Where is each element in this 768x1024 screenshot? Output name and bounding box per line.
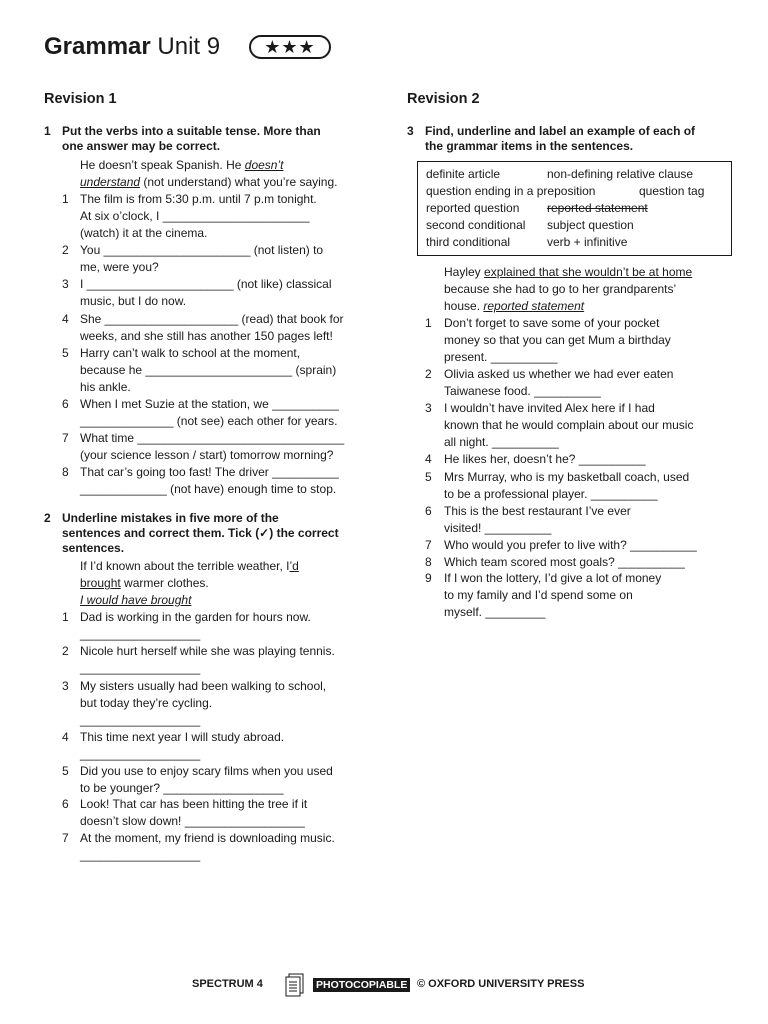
- question-text: (your science lesson / start) tomorrow morning?: [80, 448, 334, 462]
- grammar-item: verb + infinitive: [547, 235, 628, 249]
- answer-blank[interactable]: visited! __________: [444, 521, 552, 535]
- grammar-item: reported question: [426, 201, 520, 215]
- grammar-items-box: [417, 161, 732, 256]
- exercise-1-instruction: Put the verbs into a suitable tense. More than: [62, 124, 321, 138]
- exercise-2-number: 2: [44, 511, 51, 525]
- answer-blank[interactable]: myself. _________: [444, 605, 546, 619]
- exercise-3-instruction: the grammar items in the sentences.: [425, 139, 634, 153]
- grammar-item: subject question: [547, 218, 634, 232]
- answer-blank[interactable]: That car’s going too fast! The driver __________: [80, 465, 339, 479]
- grammar-item: second conditional: [426, 218, 526, 232]
- item-number: 1: [62, 192, 69, 206]
- question-text: known that he would complain about our music: [444, 418, 694, 432]
- question-text: At the moment, my friend is downloading music.: [80, 831, 335, 845]
- question-text: If I won the lottery, I’d give a lot of money: [444, 571, 662, 585]
- answer-blank[interactable]: You ______________________ (not listen) to: [80, 243, 324, 257]
- item-number: 3: [425, 401, 432, 415]
- question-text: Nicole hurt herself while she was playing tennis.: [80, 644, 335, 658]
- answer-blank[interactable]: __________________: [80, 747, 201, 761]
- item-number: 5: [425, 470, 432, 484]
- answer-blank[interactable]: ______________ (not see) each other for years.: [80, 414, 338, 428]
- exercise-2-instruction: sentences.: [62, 541, 125, 555]
- item-number: 3: [62, 277, 69, 291]
- answer-blank[interactable]: to be a professional player. __________: [444, 487, 658, 501]
- answer-blank[interactable]: I ______________________ (not like) classical: [80, 277, 332, 291]
- item-number: 9: [425, 571, 432, 585]
- grammar-item: question tag: [639, 184, 705, 198]
- photocopy-icon: [284, 973, 306, 997]
- answer-blank[interactable]: _____________ (not have) enough time to stop.: [80, 482, 337, 496]
- exercise-2-instruction: sentences and correct them. Tick (✓) the correct: [62, 526, 339, 540]
- answer-blank[interactable]: Who would you prefer to live with? __________: [444, 538, 697, 552]
- question-text: Olivia asked us whether we had ever eaten: [444, 367, 674, 381]
- photocopiable-badge: PHOTOCOPIABLE: [313, 978, 410, 992]
- question-text: (watch) it at the cinema.: [80, 226, 208, 240]
- item-number: 4: [62, 312, 69, 326]
- question-text: me, were you?: [80, 260, 159, 274]
- grammar-item-used: reported statement: [547, 201, 648, 215]
- answer-blank[interactable]: Taiwanese food. __________: [444, 384, 601, 398]
- exercise-3-example: Hayley explained that she wouldn’t be at home: [444, 265, 693, 279]
- question-text: Mrs Murray, who is my basketball coach, used: [444, 470, 690, 484]
- revision-1-header: Revision 1: [44, 91, 117, 107]
- item-number: 8: [62, 465, 69, 479]
- answer-blank[interactable]: present. __________: [444, 350, 558, 364]
- item-number: 2: [425, 367, 432, 381]
- exercise-3-example: because she had to go to her grandparents’: [444, 282, 677, 296]
- answer-blank[interactable]: __________________: [80, 661, 201, 675]
- question-text: music, but I do now.: [80, 294, 187, 308]
- question-text: but today they’re cycling.: [80, 696, 213, 710]
- item-number: 2: [62, 644, 69, 658]
- question-text: Dad is working in the garden for hours now.: [80, 610, 311, 624]
- grammar-item: non-defining relative clause: [547, 167, 694, 181]
- item-number: 4: [62, 730, 69, 744]
- item-number: 5: [62, 346, 69, 360]
- answer-blank[interactable]: all night. __________: [444, 435, 559, 449]
- question-text: The film is from 5:30 p.m. until 7 p.m tonight.: [80, 192, 317, 206]
- answer-blank[interactable]: because he ______________________ (sprain): [80, 363, 337, 377]
- item-number: 6: [62, 397, 69, 411]
- item-number: 1: [425, 316, 432, 330]
- answer-blank[interactable]: He likes her, doesn’t he? __________: [444, 452, 646, 466]
- exercise-1-example: He doesn’t speak Spanish. He doesn’t: [80, 158, 284, 172]
- question-text: Don’t forget to save some of your pocket: [444, 316, 660, 330]
- exercise-3-example: house. reported statement: [444, 299, 585, 313]
- item-number: 7: [425, 538, 432, 552]
- item-number: 5: [62, 764, 69, 778]
- question-text: Harry can’t walk to school at the moment,: [80, 346, 301, 360]
- item-number: 2: [62, 243, 69, 257]
- title-bold: Grammar: [44, 33, 151, 60]
- grammar-item: definite article: [426, 167, 501, 181]
- footer-publisher: © OXFORD UNIVERSITY PRESS: [417, 978, 585, 990]
- exercise-2-example: brought warmer clothes.: [80, 576, 209, 590]
- exercise-3-number: 3: [407, 124, 414, 138]
- grammar-item: question ending in a preposition: [426, 184, 596, 198]
- question-text: to my family and I’d spend some on: [444, 588, 633, 602]
- page-title: [44, 33, 220, 61]
- question-text: I wouldn’t have invited Alex here if I had: [444, 401, 655, 415]
- answer-blank[interactable]: __________________: [80, 713, 201, 727]
- item-number: 4: [425, 452, 432, 466]
- exercise-2-example: If I’d known about the terrible weather, I’d: [80, 559, 299, 573]
- item-number: 7: [62, 831, 69, 845]
- answer-blank[interactable]: __________________: [80, 627, 201, 641]
- grammar-item: third conditional: [426, 235, 511, 249]
- question-text: This time next year I will study abroad.: [80, 730, 285, 744]
- answer-blank[interactable]: Which team scored most goals? __________: [444, 555, 685, 569]
- question-text: money so that you can get Mum a birthday: [444, 333, 671, 347]
- answer-blank[interactable]: doesn’t slow down! __________________: [80, 814, 305, 828]
- footer-spectrum: SPECTRUM 4: [192, 978, 263, 990]
- revision-2-header: Revision 2: [407, 91, 480, 107]
- exercise-2-instruction: Underline mistakes in five more of the: [62, 511, 279, 525]
- item-number: 3: [62, 679, 69, 693]
- exercise-1-example: understand (not understand) what you’re saying.: [80, 175, 338, 189]
- item-number: 6: [62, 797, 69, 811]
- exercise-1-instruction: one answer may be correct.: [62, 139, 221, 153]
- item-number: 7: [62, 431, 69, 445]
- question-text: weeks, and she still has another 150 pages left!: [80, 329, 333, 343]
- item-number: 8: [425, 555, 432, 569]
- question-text: Look! That car has been hitting the tree if it: [80, 797, 308, 811]
- difficulty-stars: ★★★: [249, 35, 331, 59]
- title-unit: Unit 9: [150, 33, 221, 60]
- answer-blank[interactable]: At six o’clock, I ______________________: [80, 209, 310, 223]
- answer-blank[interactable]: to be younger? __________________: [80, 781, 284, 795]
- question-text: Did you use to enjoy scary films when you used: [80, 764, 333, 778]
- question-text: This is the best restaurant I’ve ever: [444, 504, 631, 518]
- exercise-1-number: 1: [44, 124, 51, 138]
- answer-blank[interactable]: When I met Suzie at the station, we __________: [80, 397, 339, 411]
- answer-blank[interactable]: She ____________________ (read) that book for: [80, 312, 344, 326]
- answer-blank[interactable]: __________________: [80, 848, 201, 862]
- answer-blank[interactable]: What time _______________________________: [80, 431, 345, 445]
- exercise-2-example-answer: I would have brought: [80, 593, 192, 607]
- question-text: My sisters usually had been walking to school,: [80, 679, 327, 693]
- question-text: his ankle.: [80, 380, 131, 394]
- item-number: 1: [62, 610, 69, 624]
- exercise-3-instruction: Find, underline and label an example of each of: [425, 124, 696, 138]
- item-number: 6: [425, 504, 432, 518]
